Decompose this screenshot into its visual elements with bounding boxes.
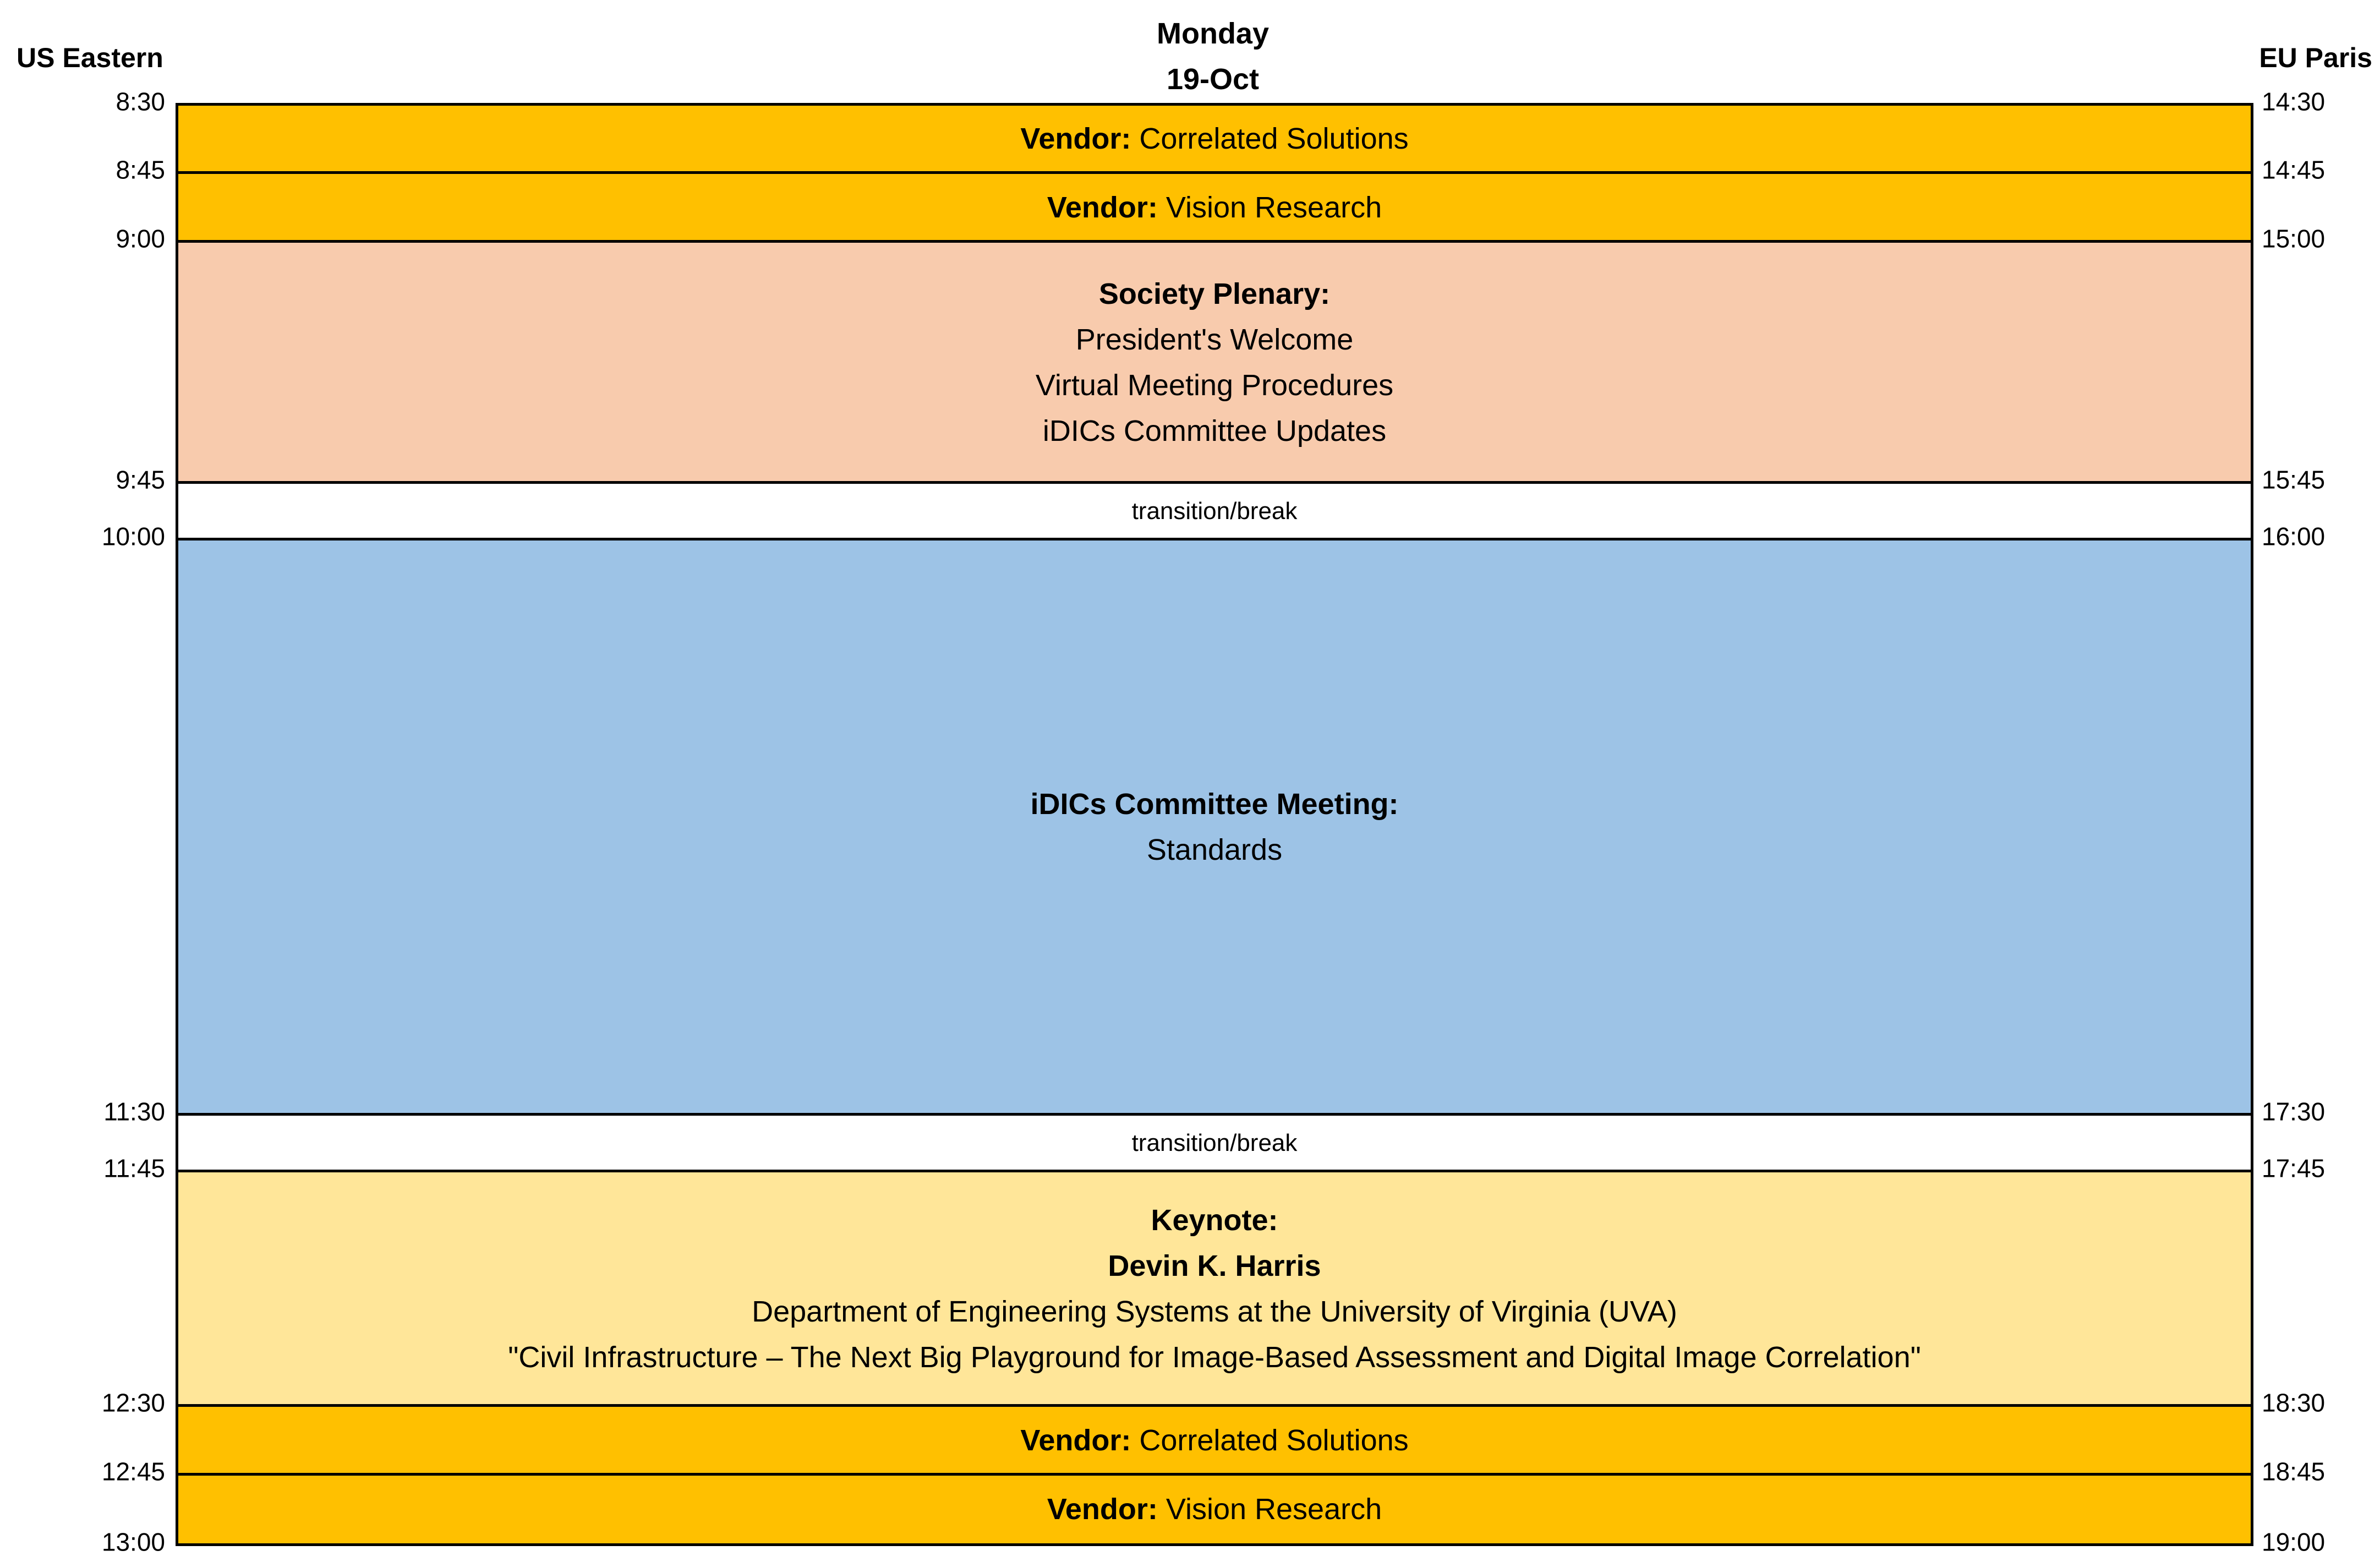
- keynote-affiliation: Department of Engineering Systems at the University of Virginia (UVA): [752, 1295, 1677, 1328]
- time-label-left: 9:00: [116, 224, 165, 253]
- time-label-right: 17:30: [2262, 1097, 2326, 1126]
- vendor-name: Correlated Solutions: [1139, 122, 1409, 155]
- vendor-name: Vision Research: [1166, 1493, 1382, 1526]
- plenary-item: Virtual Meeting Procedures: [1035, 368, 1394, 402]
- time-label-right: 18:30: [2262, 1388, 2326, 1417]
- time-label-right: 15:45: [2262, 465, 2326, 494]
- time-label-left: 9:45: [116, 465, 165, 494]
- break-label: transition/break: [1131, 498, 1298, 525]
- right-timezone-header: EU Paris: [2259, 42, 2372, 73]
- plenary-item: iDICs Committee Updates: [1042, 414, 1387, 447]
- keynote-speaker: Devin K. Harris: [1108, 1249, 1321, 1282]
- committee-title: iDICs Committee Meeting:: [1030, 788, 1399, 821]
- time-label-left: 13:00: [101, 1527, 165, 1557]
- time-label-right: 14:30: [2262, 87, 2326, 116]
- plenary-title: Society Plenary:: [1098, 277, 1331, 310]
- session-society-plenary: [176, 240, 2253, 485]
- day-date: 19-Oct: [1166, 63, 1260, 96]
- session-vendor-correlated-solutions: [176, 1404, 2253, 1477]
- plenary-item: President's Welcome: [1075, 323, 1354, 356]
- time-label-right: 14:45: [2262, 155, 2326, 184]
- time-label-right: 18:45: [2262, 1457, 2326, 1486]
- vendor-name: Vision Research: [1166, 190, 1382, 224]
- time-label-left: 10:00: [101, 522, 165, 551]
- time-label-right: 17:45: [2262, 1154, 2326, 1183]
- time-label-left: 11:30: [103, 1097, 165, 1126]
- session-vendor-vision-research: [176, 171, 2253, 244]
- session-break: [176, 1113, 2253, 1173]
- keynote-talk-title: "Civil Infrastructure – The Next Big Playground for Image-Based Assessment and Digital Image Correlation": [508, 1340, 1921, 1374]
- session-idics-committee-meeting: [176, 538, 2253, 1117]
- time-label-left: 11:45: [103, 1154, 165, 1183]
- time-label-right: 15:00: [2262, 224, 2326, 253]
- session-keynote: [176, 1170, 2253, 1408]
- vendor-label: Vendor:: [1047, 1493, 1158, 1526]
- vendor-label: Vendor:: [1020, 1423, 1131, 1457]
- session-vendor-correlated-solutions: [176, 103, 2253, 175]
- session-vendor-vision-research: [176, 1473, 2253, 1546]
- day-name: Monday: [1156, 17, 1270, 50]
- break-label: transition/break: [1131, 1129, 1298, 1156]
- vendor-label: Vendor:: [1020, 122, 1131, 155]
- time-label-left: 12:45: [101, 1457, 165, 1486]
- time-label-right: 16:00: [2262, 522, 2326, 551]
- time-label-right: 19:00: [2262, 1527, 2326, 1557]
- time-label-left: 8:30: [116, 87, 165, 116]
- left-timezone-header: US Eastern: [17, 42, 163, 73]
- vendor-label: Vendor:: [1047, 190, 1158, 224]
- keynote-title: Keynote:: [1151, 1203, 1278, 1237]
- time-label-left: 8:45: [116, 155, 165, 184]
- day-header: [1157, 11, 1269, 102]
- vendor-name: Correlated Solutions: [1139, 1423, 1409, 1457]
- time-label-left: 12:30: [101, 1388, 165, 1417]
- committee-subtitle: Standards: [1146, 833, 1283, 866]
- session-break: [176, 481, 2253, 542]
